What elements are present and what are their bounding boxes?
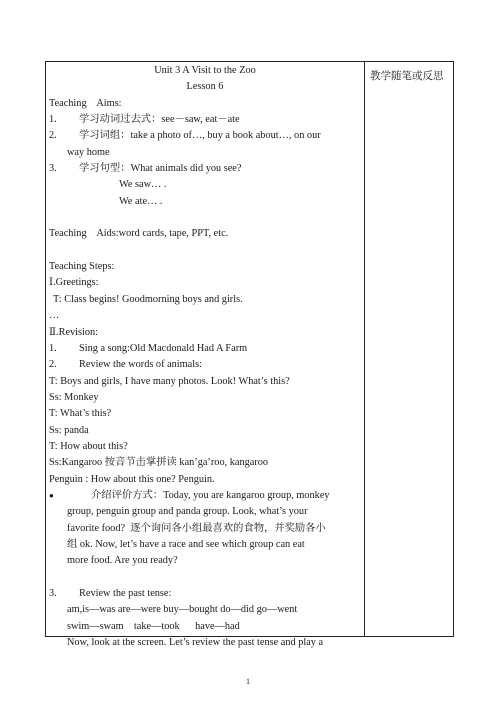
- list-number: 2.: [49, 359, 57, 371]
- line-text: 介绍评价方式：Today, you are kangaroo group, monkey: [91, 489, 330, 501]
- text-line: [49, 177, 361, 193]
- line-text: Teaching Aims:: [49, 97, 122, 109]
- line-text: T: Class begins! Goodmorning boys and girls.: [53, 293, 243, 305]
- list-number: 2.: [49, 130, 57, 142]
- text-line: [49, 553, 361, 569]
- line-text: Unit 3 A Visit to the Zoo: [154, 65, 256, 76]
- text-line: [49, 63, 361, 79]
- list-number: 3.: [49, 588, 57, 599]
- text-line: [49, 488, 361, 504]
- text-line: [49, 602, 361, 618]
- text-line: [49, 128, 361, 144]
- line-text: Review the past tense:: [79, 588, 172, 599]
- text-line: [49, 423, 361, 439]
- text-line: [49, 521, 361, 537]
- text-line: [49, 357, 361, 373]
- line-text: T: How about this?: [49, 440, 128, 452]
- line-text: am,is—was are—were buy—bought do—did go—went: [67, 604, 298, 616]
- text-line: [49, 226, 361, 242]
- line-text: Review the words of animals:: [79, 359, 202, 371]
- text-line: [49, 619, 361, 635]
- text-line: [49, 161, 361, 177]
- line-text: swim—swam take—took have—had: [67, 620, 240, 632]
- line-text: …: [49, 310, 60, 322]
- line-text: Penguin : How about this one? Penguin.: [49, 473, 215, 485]
- line-text: favorite food? 逐个询问各小组最喜欢的食物，并奖励各小: [67, 522, 326, 534]
- line-text: Teaching Steps:: [49, 261, 115, 273]
- line-text: T: What’s this?: [49, 408, 112, 420]
- line-text: We ate… .: [119, 195, 163, 207]
- text-line: [49, 504, 361, 520]
- text-line: [49, 96, 361, 112]
- line-text: Ⅰ.Greetings:: [49, 277, 99, 289]
- blank-line: [49, 570, 361, 586]
- text-line: [49, 455, 361, 471]
- list-number: 1.: [49, 342, 57, 354]
- text-line: [49, 390, 361, 406]
- line-text: 组 ok. Now, let’s have a race and see which group can eat: [67, 538, 305, 550]
- line-text: group, penguin group and panda group. Look, what’s your: [67, 506, 308, 518]
- line-text: Now, look at the screen. Let’s review the past tense and play a: [67, 637, 324, 649]
- bullet-icon: ●: [49, 490, 54, 500]
- reflection-column-header: 教学随笔或反思: [370, 71, 444, 82]
- line-text: Sing a song:Old Macdonald Had A Farm: [79, 342, 248, 354]
- text-line: [49, 472, 361, 488]
- line-text: more food. Are you ready?: [67, 555, 178, 567]
- text-line: [49, 341, 361, 357]
- line-text: Lesson 6: [186, 81, 224, 93]
- list-number: 3.: [49, 163, 57, 175]
- line-text: 学习句型：What animals did you see?: [79, 163, 242, 175]
- text-line: [49, 537, 361, 553]
- list-number: 1.: [49, 114, 57, 126]
- line-text: T: Boys and girls, I have many photos. Look! What’s this?: [49, 375, 290, 387]
- page-number: 1: [246, 677, 250, 686]
- text-line: [49, 374, 361, 390]
- column-divider: [364, 61, 365, 637]
- text-line: [49, 635, 361, 651]
- line-text: Teaching Aids:word cards, tape, PPT, etc.: [49, 228, 229, 240]
- text-line: [49, 586, 361, 602]
- text-line: [49, 308, 361, 324]
- line-text: way home: [67, 146, 110, 158]
- line-text: 学习动词过去式：see－saw, eat－ate: [79, 114, 240, 126]
- text-line: [49, 439, 361, 455]
- text-line: [49, 292, 361, 308]
- text-line: [49, 79, 361, 95]
- line-text: 学习词组：take a photo of…, buy a book about…, on our: [79, 130, 321, 142]
- text-line: [49, 112, 361, 128]
- blank-line: [49, 243, 361, 259]
- lesson-plan-content: [49, 63, 361, 651]
- line-text: We saw… .: [119, 179, 167, 191]
- text-line: [49, 275, 361, 291]
- line-text: Ⅱ.Revision:: [49, 326, 99, 338]
- text-line: [49, 194, 361, 210]
- line-text: Ss: Monkey: [49, 391, 99, 403]
- text-line: [49, 259, 361, 275]
- line-text: Ss:Kangaroo 按音节击掌拼读 kan’ga’roo, kangaroo: [49, 457, 269, 469]
- line-text: Ss: panda: [49, 424, 89, 436]
- text-line: [49, 145, 361, 161]
- blank-line: [49, 210, 361, 226]
- text-line: [49, 325, 361, 341]
- text-line: [49, 406, 361, 422]
